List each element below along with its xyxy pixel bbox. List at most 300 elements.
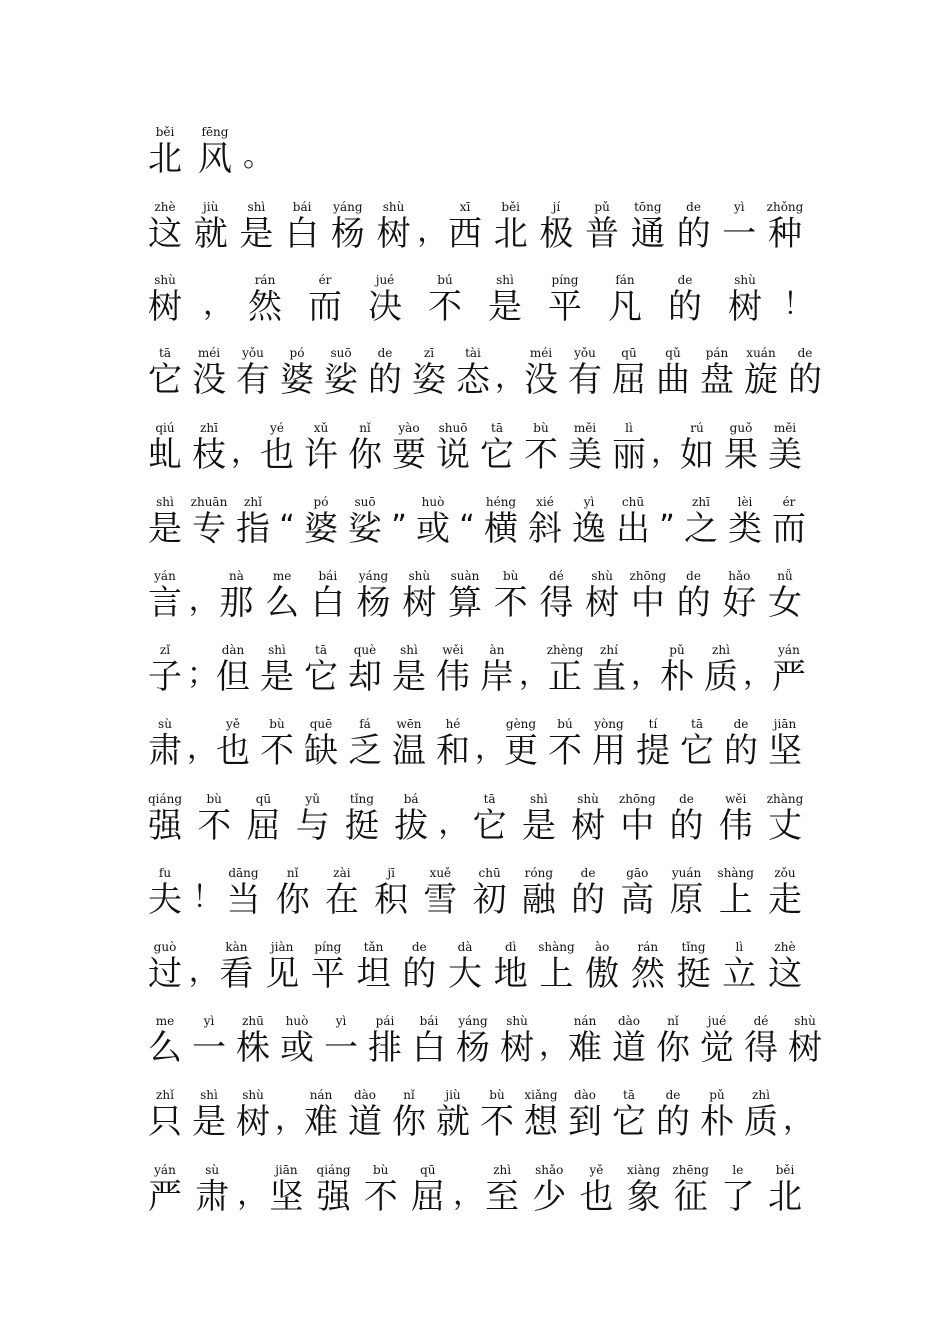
hanzi: 坚 — [768, 731, 802, 771]
pinyin: yì — [203, 1014, 215, 1028]
pinyin: jiān — [275, 1163, 298, 1177]
hanzi: 雪 — [423, 880, 458, 920]
pinyin: shì — [156, 495, 174, 509]
pinyin: xiàng — [626, 1163, 661, 1177]
annotated-character — [580, 200, 624, 260]
pinyin: měi — [573, 421, 597, 435]
pinyin: róng — [524, 866, 554, 880]
hanzi: 白 — [310, 583, 345, 623]
hanzi: 少 — [532, 1177, 567, 1217]
hanzi: 看 — [219, 954, 254, 994]
annotated-character — [214, 940, 258, 1000]
hanzi: 决 — [368, 287, 402, 327]
pinyin: xiǎng — [524, 1088, 558, 1102]
annotated-character — [580, 569, 624, 629]
pinyin: guò — [153, 940, 177, 954]
pinyin: jué — [375, 273, 395, 287]
pinyin: yán — [154, 1163, 176, 1177]
annotated-character — [143, 569, 187, 629]
annotated-character — [143, 792, 187, 852]
annotated-character — [418, 866, 462, 926]
pinyin: kàn — [225, 940, 248, 954]
punctuation: ， — [203, 287, 233, 322]
annotated-character — [340, 792, 384, 852]
annotated-character — [717, 569, 761, 629]
annotated-character — [665, 866, 709, 926]
pinyin: dé — [753, 1014, 769, 1028]
hanzi: 风 — [198, 139, 232, 179]
pinyin: shù — [408, 569, 431, 583]
hanzi: 平 — [310, 954, 345, 994]
annotated-character — [451, 346, 495, 406]
annotated-character — [291, 792, 335, 852]
annotated-character — [190, 1163, 234, 1223]
annotated-character — [626, 200, 670, 260]
punctuation: ！ — [192, 880, 223, 915]
hanzi: 伟 — [436, 657, 470, 697]
annotated-character — [534, 200, 578, 260]
text-line — [143, 125, 807, 185]
hanzi: 难 — [304, 1102, 338, 1142]
pinyin: bái — [318, 569, 338, 583]
hanzi: 这 — [148, 214, 182, 254]
hanzi: 女 — [768, 583, 802, 623]
hanzi: 中 — [620, 806, 655, 846]
pinyin: bá — [403, 792, 419, 806]
pinyin: àn — [489, 643, 505, 657]
hanzi: 道 — [348, 1102, 382, 1142]
punctuation: ， — [231, 435, 261, 470]
hanzi: 要 — [392, 435, 426, 475]
pinyin: nǐ — [667, 1014, 679, 1028]
hanzi: 极 — [539, 214, 574, 254]
annotated-character — [303, 273, 347, 333]
hanzi: 类 — [728, 509, 762, 549]
hanzi: 指 — [236, 509, 270, 549]
pinyin: sù — [205, 1163, 220, 1177]
hanzi: 只 — [148, 1102, 182, 1142]
pinyin: jiù — [203, 200, 219, 214]
pinyin: zhè — [774, 940, 796, 954]
hanzi: 杨 — [456, 1028, 490, 1068]
hanzi: 上 — [718, 880, 753, 920]
pinyin: zhì — [752, 1088, 770, 1102]
hanzi: 过 — [148, 954, 182, 994]
pinyin: zhōng — [629, 569, 667, 583]
hanzi: 是 — [239, 214, 274, 254]
hanzi: 不 — [363, 1177, 398, 1217]
punctuation: ， — [495, 360, 525, 395]
hanzi: 却 — [348, 657, 382, 697]
pinyin: fēng — [201, 125, 229, 139]
hanzi: 树 — [585, 583, 620, 623]
pinyin: sù — [158, 717, 172, 731]
pinyin: bái — [292, 200, 312, 214]
pinyin: qiáng — [147, 792, 183, 806]
punctuation: ， — [417, 214, 448, 249]
hanzi: 树 — [500, 1028, 534, 1068]
hanzi: 有 — [236, 360, 270, 400]
annotated-character — [672, 940, 716, 1000]
pinyin: de — [679, 792, 694, 806]
pinyin: rú — [690, 421, 704, 435]
hanzi: 树 — [728, 287, 762, 327]
punctuation: ， — [237, 1177, 268, 1212]
punctuation: ， — [475, 731, 505, 766]
hanzi: 不 — [197, 806, 232, 846]
hanzi: 朴 — [700, 1102, 734, 1142]
punctuation: ” — [391, 509, 407, 544]
pinyin: wěi — [442, 643, 464, 657]
annotated-character — [763, 569, 807, 629]
annotated-character — [723, 273, 767, 333]
pinyin: jué — [707, 1014, 727, 1028]
annotated-character — [443, 200, 487, 260]
hanzi: 西 — [448, 214, 482, 254]
hanzi: 你 — [348, 435, 382, 475]
hanzi: 是 — [392, 657, 426, 697]
annotated-character — [574, 1163, 618, 1223]
punctuation: “ — [459, 509, 475, 544]
pinyin: ér — [782, 495, 796, 509]
hanzi: 肃 — [148, 731, 182, 771]
annotated-character — [611, 495, 655, 555]
annotated-character — [271, 866, 315, 926]
hanzi: 积 — [374, 880, 409, 920]
pinyin: tí — [648, 717, 658, 731]
annotated-character — [343, 495, 387, 555]
hanzi: 斜 — [528, 509, 562, 549]
hanzi: 的 — [571, 880, 606, 920]
annotated-character — [489, 569, 533, 629]
pinyin: zhǒng — [766, 200, 804, 214]
hanzi: 强 — [148, 806, 182, 846]
hanzi: 曲 — [656, 360, 690, 400]
hanzi: 拔 — [394, 806, 429, 846]
hanzi: 婆 — [280, 360, 314, 400]
annotated-character — [622, 1163, 666, 1223]
pinyin: jiàn — [270, 940, 294, 954]
annotated-character — [320, 866, 364, 926]
pinyin: pó — [289, 346, 305, 360]
annotated-character — [566, 792, 610, 852]
pinyin: xī — [459, 200, 471, 214]
annotated-character — [189, 200, 233, 260]
hanzi: 的 — [669, 806, 704, 846]
annotated-character — [483, 273, 527, 333]
hanzi: 一 — [192, 1028, 226, 1068]
hanzi: 种 — [768, 214, 802, 254]
pinyin: zhuān — [190, 495, 228, 509]
pinyin: zhì — [712, 643, 730, 657]
pinyin: yuán — [671, 866, 702, 880]
pinyin: yǒu — [574, 346, 596, 360]
hanzi: 姿 — [412, 360, 446, 400]
pinyin: tā — [691, 717, 703, 731]
pinyin: dé — [549, 569, 564, 583]
hanzi: 坚 — [269, 1177, 304, 1217]
pinyin: shàng — [538, 940, 575, 954]
annotated-character — [607, 421, 651, 481]
pinyin: ér — [318, 273, 332, 287]
pinyin: nán — [573, 1014, 597, 1028]
pinyin: huò — [285, 1014, 309, 1028]
punctuation: ， — [743, 657, 773, 692]
annotated-character — [389, 792, 433, 852]
hanzi: 直 — [592, 657, 626, 697]
pinyin: shì — [200, 1088, 218, 1102]
pinyin: tǎn — [363, 940, 384, 954]
hanzi: 不 — [548, 731, 582, 771]
pinyin: jí — [552, 200, 561, 214]
pinyin: ào — [594, 940, 610, 954]
pinyin: tā — [159, 346, 171, 360]
hanzi: 树 — [402, 583, 437, 623]
pinyin: fu — [158, 866, 172, 880]
pinyin: yán — [778, 643, 800, 657]
hanzi: 想 — [524, 1102, 558, 1142]
hanzi: 至 — [485, 1177, 520, 1217]
annotated-character — [369, 866, 413, 926]
hanzi: 树 — [571, 806, 606, 846]
hanzi: 就 — [193, 214, 228, 254]
pinyin: pó — [313, 495, 329, 509]
hanzi: 了 — [720, 1177, 755, 1217]
annotated-character — [397, 940, 441, 1000]
annotated-character — [363, 273, 407, 333]
pinyin: nǚ — [777, 569, 793, 583]
pinyin: de — [665, 1088, 681, 1102]
hanzi: 是 — [521, 806, 556, 846]
annotated-character — [143, 1163, 187, 1223]
annotated-character — [234, 200, 278, 260]
pinyin: yé — [270, 421, 284, 435]
annotated-character — [243, 273, 287, 333]
hanzi: 征 — [673, 1177, 708, 1217]
hanzi: 中 — [630, 583, 665, 623]
text-line — [143, 346, 822, 406]
annotated-character — [543, 273, 587, 333]
punctuation: ， — [188, 954, 219, 989]
annotated-character — [192, 792, 236, 852]
pinyin: shù — [591, 569, 613, 583]
hanzi: 如 — [680, 435, 714, 475]
hanzi: 的 — [368, 360, 402, 400]
punctuation: “ — [279, 509, 295, 544]
hanzi: 朴 — [660, 657, 694, 697]
hanzi: 也 — [216, 731, 250, 771]
hanzi: 盘 — [700, 360, 734, 400]
pinyin: pǔ — [709, 1088, 725, 1102]
annotated-character — [615, 866, 659, 926]
annotated-character — [359, 1163, 403, 1223]
annotated-character — [580, 940, 624, 1000]
punctuation: ， — [275, 1102, 305, 1137]
pinyin: shù — [242, 1088, 264, 1102]
annotated-character — [143, 125, 187, 185]
text-line — [143, 273, 813, 333]
pinyin: héng — [485, 495, 517, 509]
hanzi: 上 — [539, 954, 574, 994]
annotated-character — [763, 717, 807, 777]
hanzi: 走 — [768, 880, 802, 920]
pinyin: dì — [504, 940, 517, 954]
annotated-character — [326, 200, 370, 260]
annotated-character — [626, 569, 670, 629]
pinyin: bù — [502, 569, 519, 583]
pinyin: shì — [247, 200, 266, 214]
hanzi: 你 — [656, 1028, 690, 1068]
pinyin: guǒ — [729, 421, 753, 435]
punctuation: ， — [453, 1177, 483, 1212]
hanzi: 但 — [216, 657, 250, 697]
pinyin: tā — [483, 792, 496, 806]
annotated-character — [193, 125, 237, 185]
annotated-character — [411, 495, 455, 555]
pinyin: jī — [387, 866, 395, 880]
hanzi: 出 — [616, 509, 650, 549]
hanzi: 立 — [722, 954, 757, 994]
hanzi: 得 — [744, 1028, 778, 1068]
text-line — [143, 866, 807, 926]
punctuation: ， — [438, 806, 469, 841]
pinyin: bù — [533, 421, 549, 435]
pinyin: nán — [309, 1088, 333, 1102]
hanzi: 的 — [788, 360, 822, 400]
annotated-character — [352, 940, 396, 1000]
text-line — [143, 200, 807, 260]
pinyin: shuō — [438, 421, 468, 435]
hanzi: 它 — [612, 1102, 646, 1142]
annotated-character — [480, 1163, 524, 1223]
pinyin: yǒu — [242, 346, 264, 360]
hanzi: 北 — [768, 1177, 802, 1217]
hanzi: 专 — [192, 509, 226, 549]
hanzi: 旋 — [744, 360, 778, 400]
pinyin: zhū — [242, 1014, 264, 1028]
text-line — [143, 421, 807, 481]
pinyin: bú — [557, 717, 573, 731]
punctuation: ， — [519, 657, 549, 692]
pinyin: yì — [733, 200, 745, 214]
hanzi: 杨 — [356, 583, 391, 623]
text-line — [143, 1163, 807, 1223]
hanzi: 一 — [722, 214, 757, 254]
annotated-character — [517, 792, 561, 852]
pinyin: zhèng — [546, 643, 584, 657]
pinyin: zài — [333, 866, 351, 880]
pinyin: méi — [197, 346, 221, 360]
pinyin: bù — [489, 1088, 505, 1102]
annotated-character — [312, 1163, 356, 1223]
hanzi: 没 — [524, 360, 558, 400]
hanzi: 坦 — [356, 954, 391, 994]
hanzi: 娑 — [324, 360, 358, 400]
pinyin: yě — [226, 717, 240, 731]
hanzi: 的 — [402, 954, 437, 994]
pinyin: tōng — [634, 200, 662, 214]
hanzi: 树 — [236, 1102, 270, 1142]
pinyin: shì — [496, 273, 514, 287]
hanzi: 正 — [548, 657, 582, 697]
pinyin: huò — [421, 495, 445, 509]
hanzi: 初 — [472, 880, 507, 920]
hanzi: 好 — [722, 583, 757, 623]
pinyin: gèng — [505, 717, 537, 731]
annotated-character — [231, 1088, 275, 1148]
pinyin: de — [377, 346, 393, 360]
hanzi: 态 — [456, 360, 490, 400]
hanzi: 它 — [480, 435, 514, 475]
hanzi: 许 — [304, 435, 338, 475]
hanzi: 大 — [448, 954, 482, 994]
hanzi: 道 — [612, 1028, 646, 1068]
annotated-character — [475, 643, 519, 703]
annotated-character — [143, 717, 187, 777]
annotated-character — [534, 569, 578, 629]
pinyin: lèi — [737, 495, 753, 509]
pinyin: wēn — [396, 717, 422, 731]
hanzi: 夫 — [148, 880, 182, 920]
hanzi: 是 — [260, 657, 294, 697]
annotated-character — [143, 643, 187, 703]
pinyin: yě — [589, 1163, 604, 1177]
hanzi: 是 — [192, 1102, 226, 1142]
punctuation: ” — [659, 509, 675, 544]
punctuation: ！ — [783, 287, 813, 322]
hanzi: 么 — [265, 583, 300, 623]
pinyin: tā — [315, 643, 327, 657]
annotated-character — [443, 940, 487, 1000]
pinyin: me — [272, 569, 292, 583]
pinyin: zhǐ — [156, 1088, 174, 1102]
annotated-character — [763, 421, 807, 481]
annotated-character — [214, 569, 258, 629]
hanzi: 与 — [295, 806, 330, 846]
hanzi: 算 — [448, 583, 482, 623]
hanzi: 不 — [493, 583, 528, 623]
pinyin: qū — [420, 1163, 436, 1177]
hanzi: 屈 — [410, 1177, 445, 1217]
annotated-character — [221, 866, 265, 926]
pinyin: shù — [506, 1014, 528, 1028]
annotated-character — [489, 200, 533, 260]
annotated-character — [663, 273, 707, 333]
pinyin: hǎo — [728, 569, 751, 583]
pinyin: tǐng — [349, 792, 374, 806]
punctuation: ， — [539, 1028, 569, 1063]
annotated-character — [714, 866, 758, 926]
pinyin: shù — [154, 273, 176, 287]
hanzi: 横 — [484, 509, 518, 549]
annotated-character — [783, 1014, 827, 1074]
hanzi: 肃 — [195, 1177, 230, 1217]
pinyin: yòng — [594, 717, 624, 731]
annotated-character — [763, 1163, 807, 1223]
annotated-character — [626, 940, 670, 1000]
pinyin: běi — [501, 200, 521, 214]
hanzi: 温 — [392, 731, 426, 771]
hanzi: 不 — [480, 1102, 514, 1142]
hanzi: 凡 — [608, 287, 642, 327]
hanzi: 娑 — [348, 509, 382, 549]
annotated-character — [587, 643, 631, 703]
hanzi: 美 — [768, 435, 802, 475]
hanzi: 或 — [416, 509, 450, 549]
annotated-character — [280, 200, 324, 260]
annotated-character — [665, 792, 709, 852]
pinyin: zhēng — [672, 1163, 709, 1177]
